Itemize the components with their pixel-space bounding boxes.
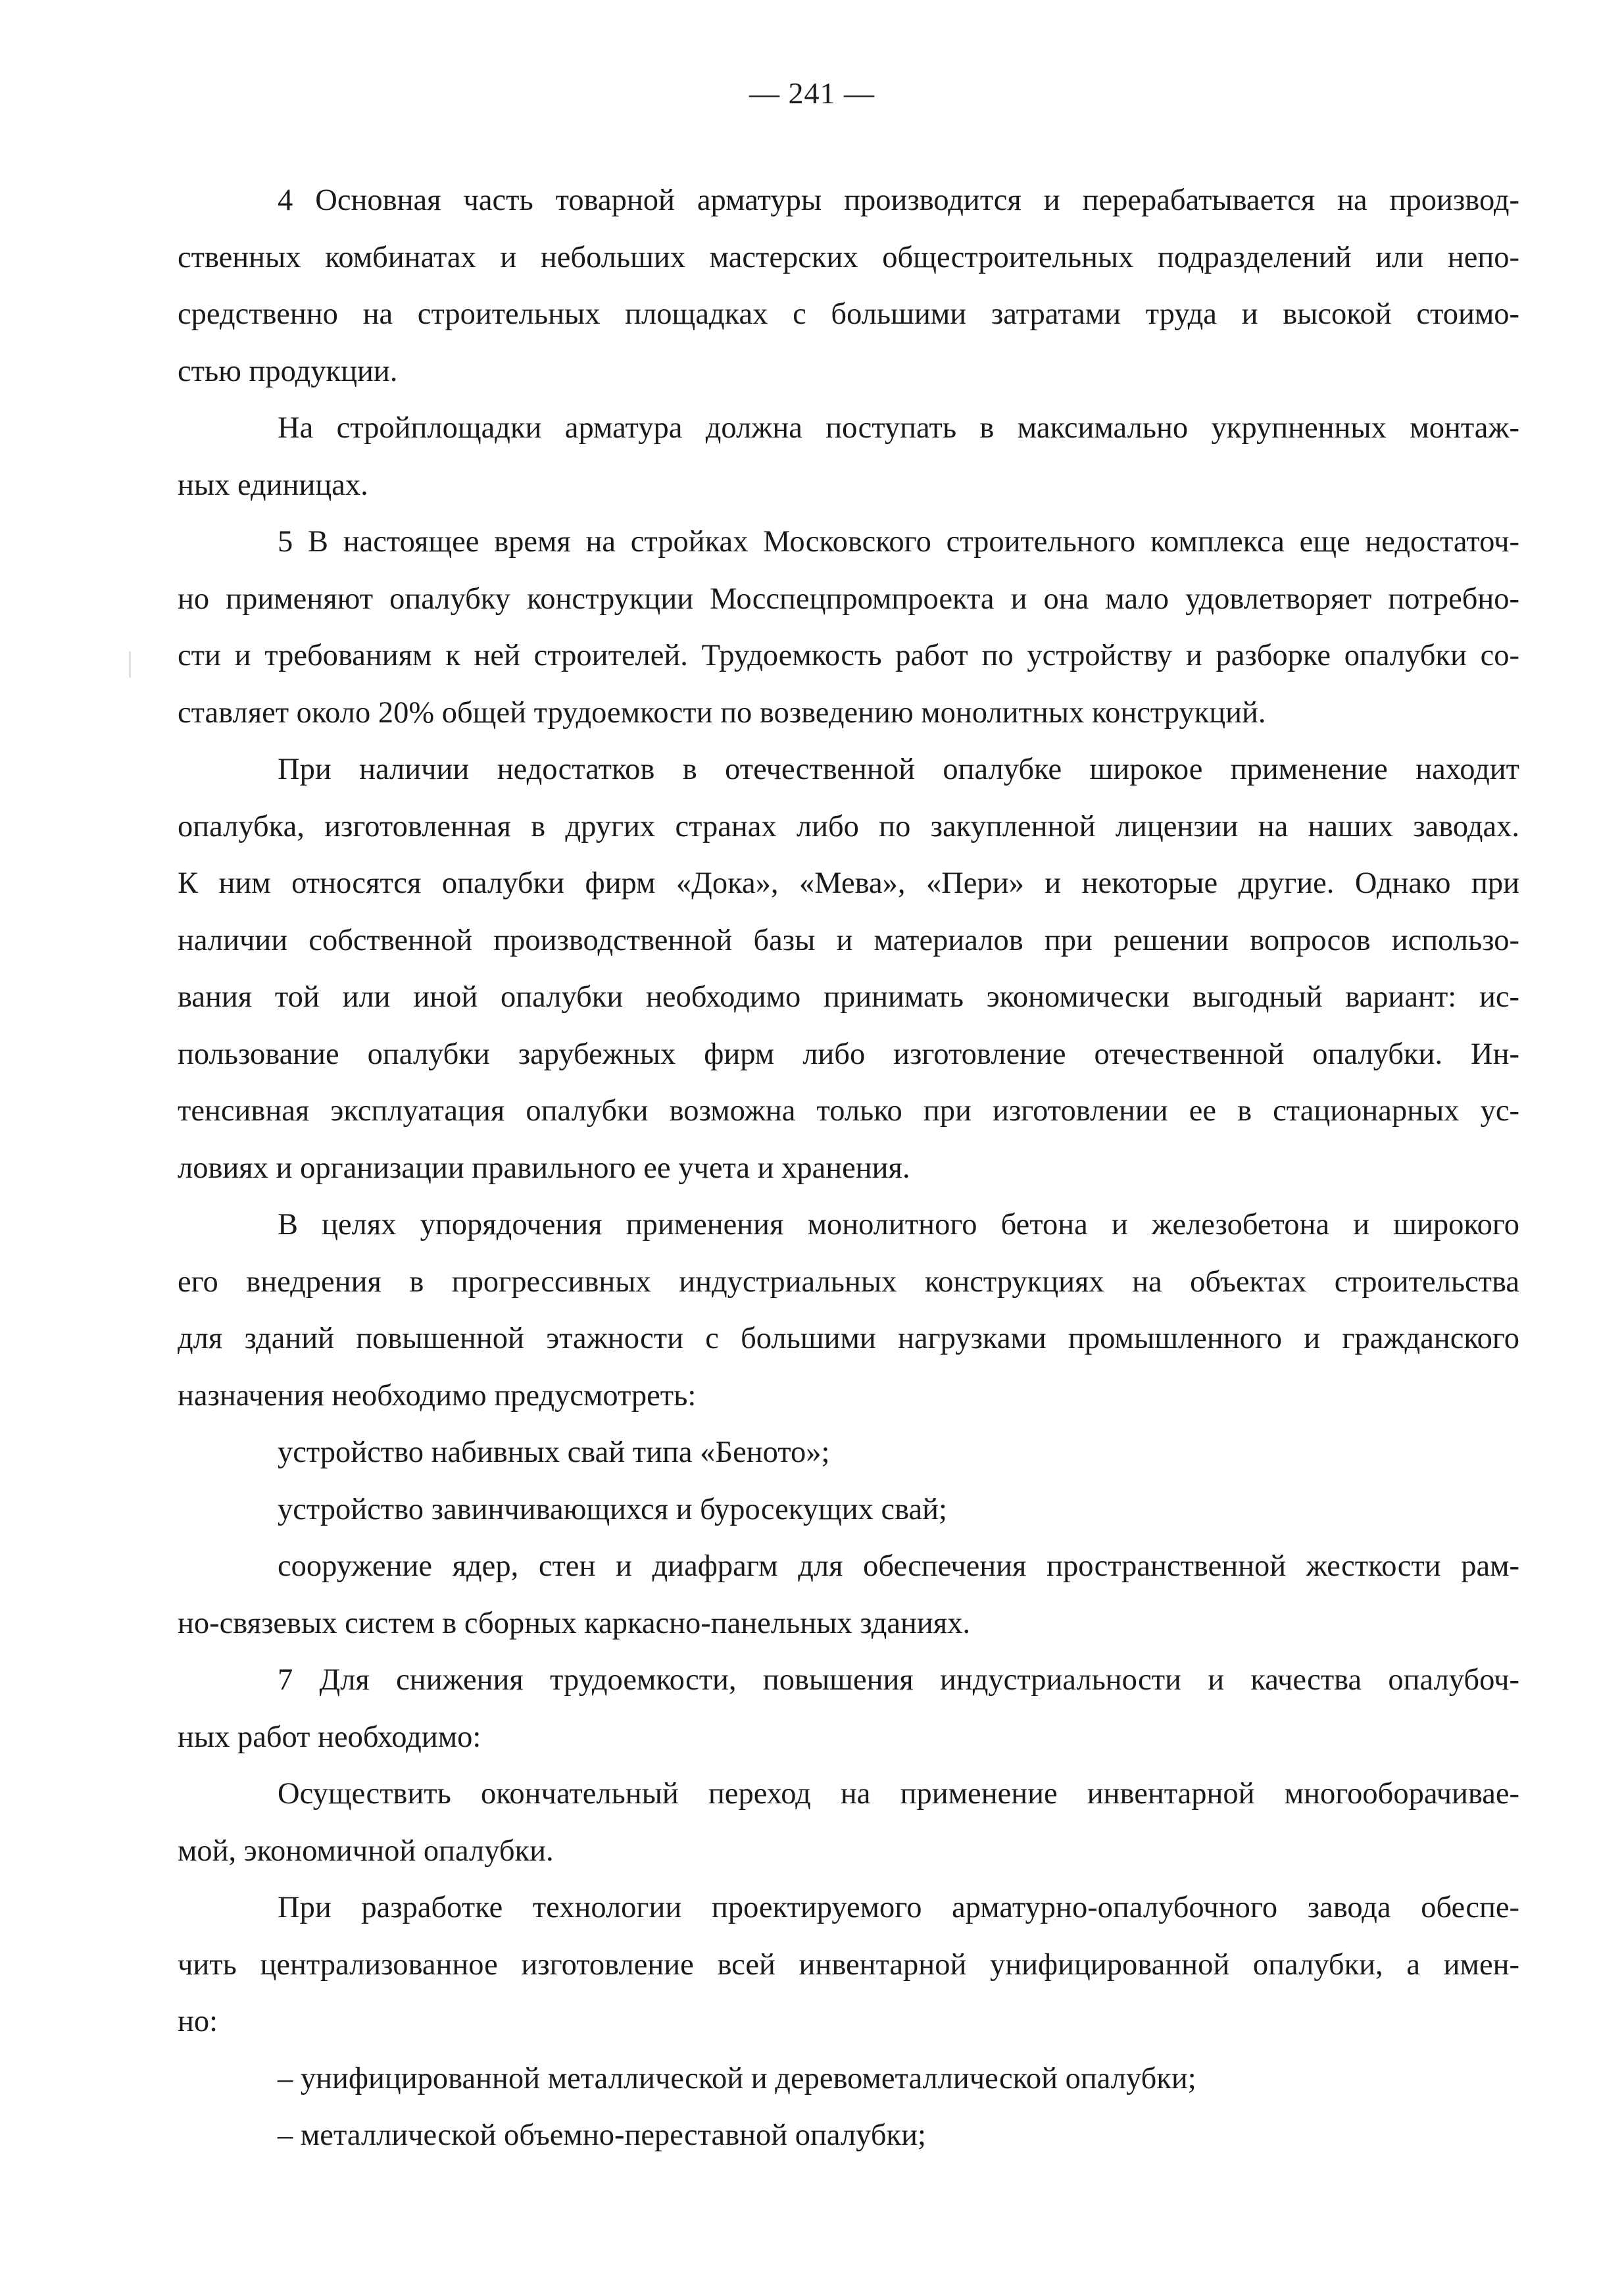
text-line: наличии собственной производственной базы и материалов при решении вопросов использо- — [178, 923, 1519, 957]
text-line: чить централизованное изготовление всей инвентарной унифицированной опалубки, а имен- — [178, 1947, 1519, 1982]
text-line: При разработке технологии проектируемого арматурно-опалубочного завода обеспе- — [278, 1891, 1519, 1924]
text-line: – металлической объемно-переставной опалубки; — [278, 2118, 926, 2152]
text-line: В целях упорядочения применения монолитного бетона и железобетона и широкого — [278, 1208, 1519, 1241]
paragraph — [178, 172, 1519, 400]
text-line: сооружение ядер, стен и диафрагм для обеспечения пространственной жесткости рам- — [278, 1549, 1519, 1583]
document-body — [178, 172, 1519, 2165]
text-line: средственно на строительных площадках с большими затратами труда и высокой стоимо- — [178, 297, 1519, 331]
list-item — [178, 2051, 1519, 2108]
text-line: ственных комбинатах и небольших мастерских общестроительных подразделений или непо- — [178, 240, 1519, 274]
paragraph — [178, 1424, 1519, 1482]
text-line: При наличии недостатков в отечественной опалубке широкое применение находит — [278, 753, 1519, 786]
text-line: Осуществить окончательный переход на применение инвентарной многооборачивае- — [278, 1777, 1519, 1811]
paragraph — [178, 1482, 1519, 1539]
text-line: мой, экономичной опалубки. — [178, 1834, 554, 1868]
text-line: ловиях и организации правильного ее учета и хранения. — [178, 1151, 910, 1185]
text-line: его внедрения в прогрессивных индустриальных конструкциях на объектах строительства — [178, 1265, 1519, 1299]
text-line: но-связевых систем в сборных каркасно-панельных зданиях. — [178, 1606, 971, 1640]
paragraph — [178, 1652, 1519, 1766]
text-line: опалубка, изготовленная в других странах либо по закупленной лицензии на наших заводах. — [178, 809, 1519, 843]
paragraph — [178, 514, 1519, 741]
paragraph — [178, 400, 1519, 514]
text-line: К ним относятся опалубки фирм «Дока», «Мева», «Пери» и некоторые другие. Однако при — [178, 866, 1519, 900]
text-line: ных работ необходимо: — [178, 1720, 481, 1754]
list-item — [178, 2107, 1519, 2165]
text-line: 7 Для снижения трудоемкости, повышения индустриальности и качества опалубоч- — [278, 1663, 1519, 1697]
paragraph — [178, 1538, 1519, 1652]
text-line: устройство набивных свай типа «Беното»; — [278, 1436, 830, 1469]
text-line: назначения необходимо предусмотреть: — [178, 1378, 697, 1413]
paragraph — [178, 741, 1519, 1197]
text-line: сти и требованиям к ней строителей. Трудоемкость работ по устройству и разборке опалубки со- — [178, 639, 1519, 672]
text-line: вания той или иной опалубки необходимо принимать экономически выгодный вариант: ис- — [178, 980, 1519, 1014]
text-line: стью продукции. — [178, 354, 398, 388]
text-line: пользование опалубки зарубежных фирм либо изготовление отечественной опалубки. Ин- — [178, 1037, 1519, 1071]
text-line: 5 В настоящее время на стройках Московского строительного комплекса еще недостаточ- — [278, 525, 1519, 559]
page-number: — 241 — — [749, 76, 875, 110]
text-line: На стройплощадки арматура должна поступать в максимально укрупненных монтаж- — [278, 411, 1519, 445]
text-line: тенсивная эксплуатация опалубки возможна только при изготовлении ее в стационарных ус- — [178, 1094, 1519, 1128]
text-line: ставляет около 20% общей трудоемкости по возведению монолитных конструкций. — [178, 695, 1266, 730]
text-line: 4 Основная часть товарной арматуры производится и перерабатывается на производ- — [278, 184, 1519, 217]
paragraph — [178, 1880, 1519, 2051]
text-line: ных единицах. — [178, 468, 368, 502]
text-line: но: — [178, 2005, 218, 2038]
paragraph — [178, 1766, 1519, 1880]
text-line: для зданий повышенной этажности с большими нагрузками промышленного и гражданского — [178, 1322, 1519, 1355]
scan-artifact — [129, 651, 131, 678]
text-line: устройство завинчивающихся и буросекущих свай; — [278, 1492, 947, 1526]
paragraph — [178, 1197, 1519, 1424]
text-line: – унифицированной металлической и деревометаллической опалубки; — [278, 2061, 1196, 2095]
text-line: но применяют опалубку конструкции Мосспецпромпроекта и она мало удовлетворяет потребно- — [178, 582, 1519, 616]
